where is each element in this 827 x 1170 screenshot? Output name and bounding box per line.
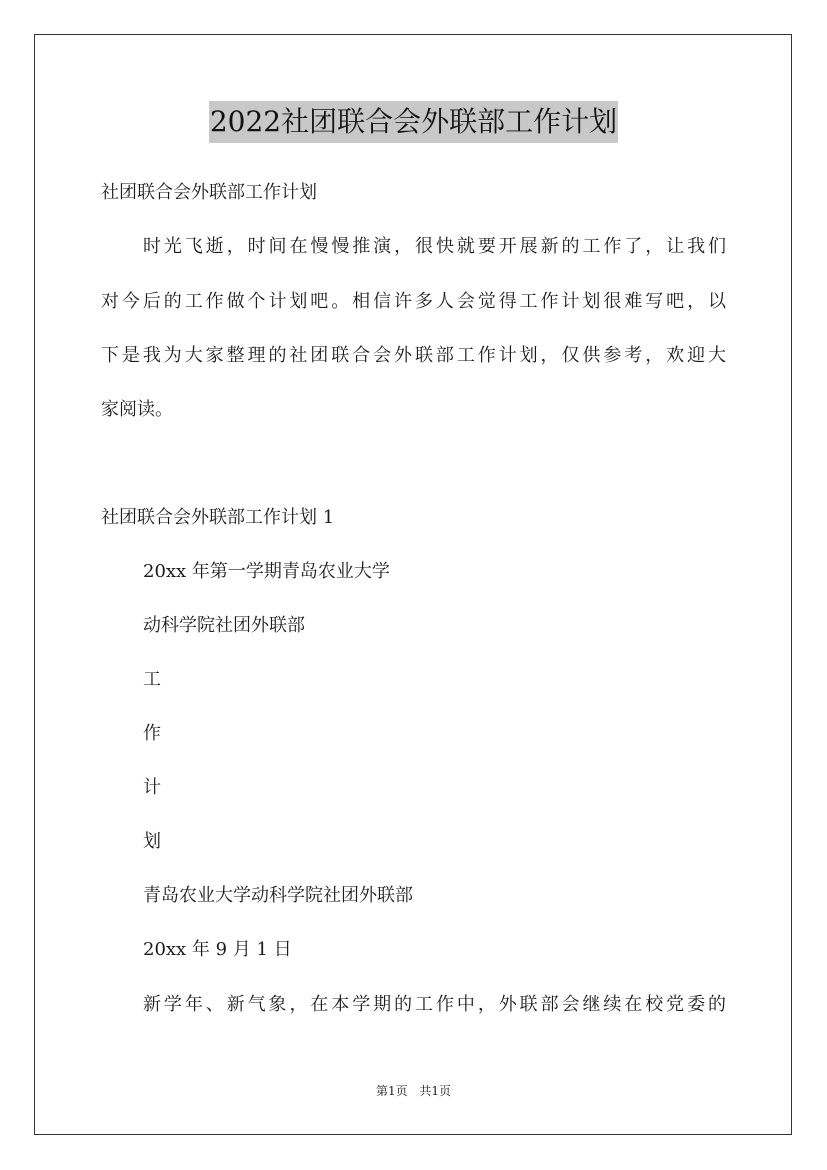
body-line-3: 工 [143,669,161,690]
document-title: 2022社团联合会外联部工作计划 [209,101,618,143]
plan-heading: 社团联合会外联部工作计划 1 [101,507,335,528]
body-line-7: 青岛农业大学动科学院社团外联部 [143,885,413,906]
intro-line-3: 下是我为大家整理的社团联合会外联部工作计划，仅供参考，欢迎大 [101,345,726,366]
intro-line-2: 对今后的工作做个计划吧。相信许多人会觉得工作计划很难写吧，以 [101,291,726,312]
body-line-8: 20xx 年 9 月 1 日 [143,939,292,960]
page-number: 第1页 [375,1084,408,1098]
intro-line-1: 时光飞逝，时间在慢慢推演，很快就要开展新的工作了，让我们 [143,236,726,257]
body-line-1: 20xx 年第一学期青岛农业大学 [143,561,390,582]
title-container [0,101,827,143]
page-footer [0,1083,827,1099]
body-line-2: 动科学院社团外联部 [143,615,305,636]
body-line-6: 划 [143,831,161,852]
page-total: 共1页 [419,1084,452,1098]
body-line-4: 作 [143,723,161,744]
body-line-5: 计 [143,777,161,798]
body-line-9: 新学年、新气象，在本学期的工作中，外联部会继续在校党委的 [143,994,726,1015]
intro-line-4: 家阅读。 [101,399,173,420]
section-heading: 社团联合会外联部工作计划 [101,182,317,203]
